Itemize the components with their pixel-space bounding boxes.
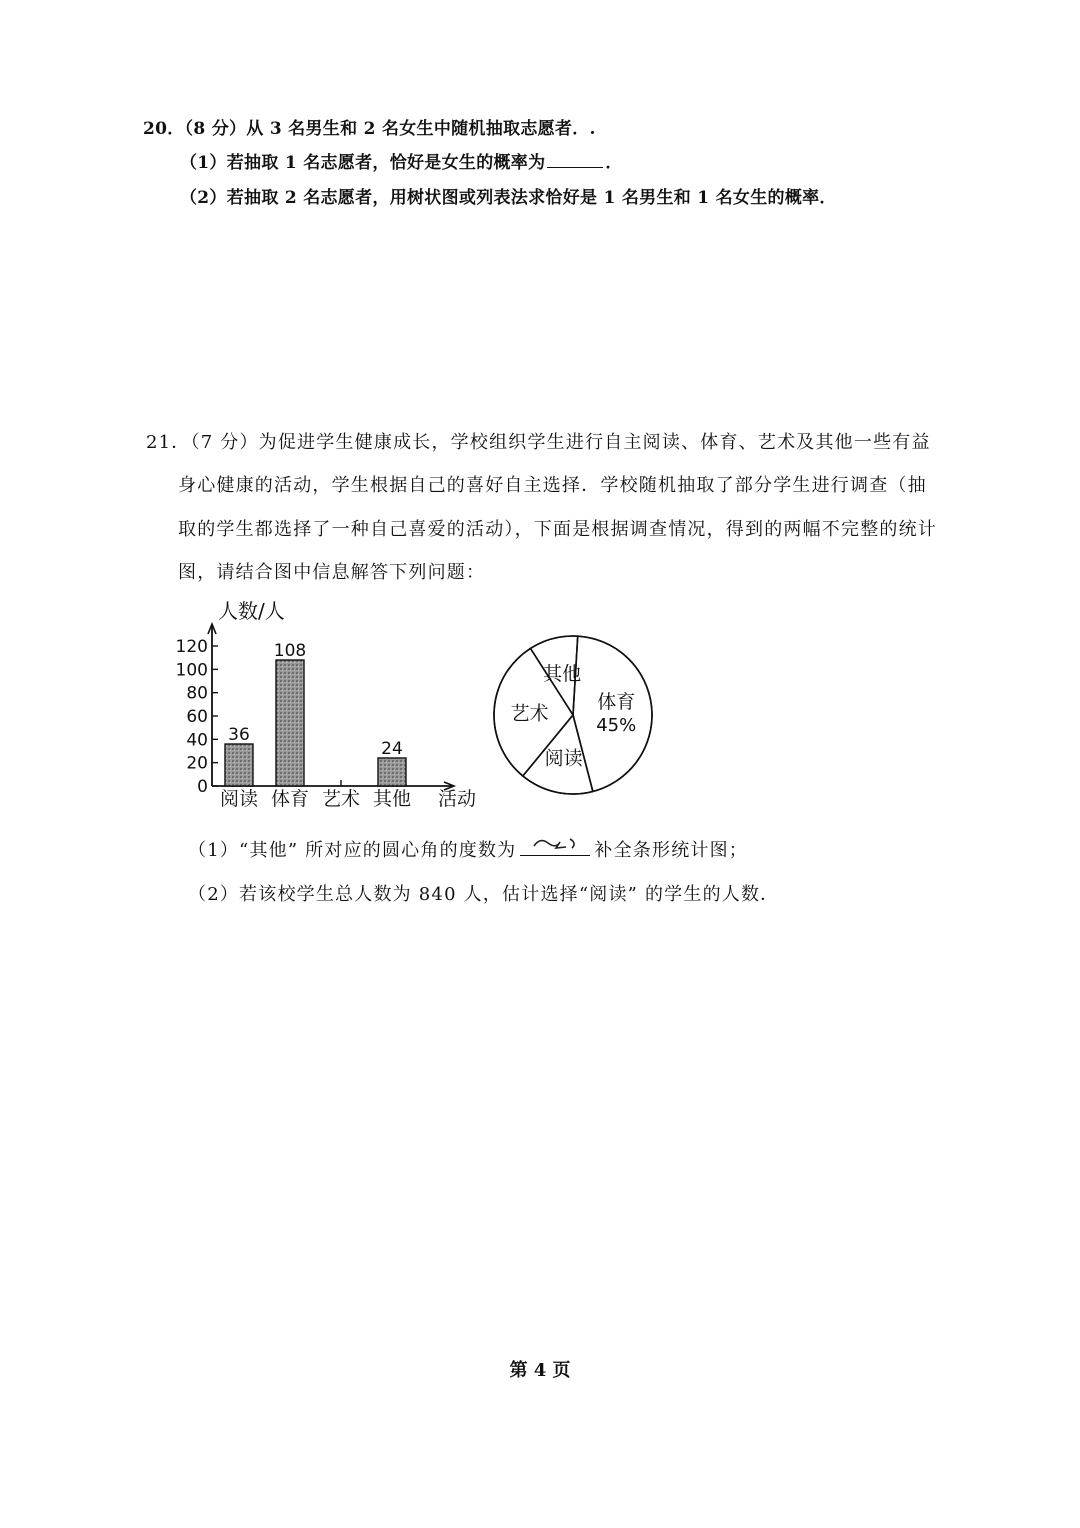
q21-line-3: 取的学生都选择了一种自己喜爱的活动），下面是根据调查情况，得到的两幅不完整的统计 <box>178 519 937 540</box>
q20-part1 <box>180 148 623 173</box>
pie-label: 艺术 <box>510 702 549 725</box>
q20-part2: （2）若抽取 2 名志愿者，用树状图或列表法求恰好是 1 名男生和 1 名女生的概率． <box>180 188 837 208</box>
q21-part1-text: （1）“其他” 所对应的圆心角的度数为 <box>188 840 517 861</box>
bar-ytick-label: 120 <box>175 637 208 657</box>
pie-chart <box>488 630 658 800</box>
pie-label: 体育 <box>597 690 636 713</box>
page-number: 第 4 页 <box>509 1360 571 1381</box>
bar-ytick-label: 20 <box>186 753 208 774</box>
q20-answer-blank[interactable] <box>547 153 603 168</box>
q21-part1 <box>188 836 748 862</box>
bar-category-label: 体育 <box>270 788 310 810</box>
q20-stem: 20．（8 分）从 3 名男生和 2 名女生中随机抽取志愿者．. <box>143 119 596 139</box>
bar-category-label: 其他 <box>372 788 412 810</box>
q21-line-4: 图，请结合图中信息解答下列问题： <box>178 562 486 583</box>
bar-阅读 <box>225 744 253 786</box>
q21-line-2: 身心健康的活动，学生根据自己的喜好自主选择．学校随机抽取了部分学生进行调查（抽 <box>178 475 927 496</box>
bar-xlabel: 活动 <box>438 788 477 810</box>
pie-label: 其他 <box>543 662 582 685</box>
bar-ytick-label: 100 <box>175 660 208 681</box>
bar-chart <box>160 592 490 817</box>
pie-label: 阅读 <box>544 747 583 770</box>
bar-ytick-label: 0 <box>197 777 208 797</box>
bar-体育 <box>276 660 304 786</box>
q21-part2: （2）若该校学生总人数为 840 人，估计选择“阅读” 的学生的人数． <box>188 884 780 905</box>
bar-ytick-label: 80 <box>186 683 208 704</box>
q21-part1-end: 补全条形统计图； <box>594 840 748 861</box>
bar-category-label: 艺术 <box>321 788 361 810</box>
q21-answer-blank[interactable] <box>520 837 590 856</box>
q21-line-1: 21．（7 分）为促进学生健康成长，学校组织学生进行自主阅读、体育、艺术及其他一些有益 <box>146 432 931 453</box>
bar-value-label: 108 <box>273 641 307 661</box>
bar-ylabel: 人数/人 <box>218 599 285 623</box>
q20-part1-text: （1）若抽取 1 名志愿者，恰好是女生的概率为 <box>180 153 546 173</box>
bar-其他 <box>378 758 406 786</box>
pie-value-label: 45% <box>596 714 637 736</box>
bar-value-label: 36 <box>228 725 250 745</box>
handwriting-scribble-icon <box>530 833 582 853</box>
bar-value-label: 24 <box>381 739 403 759</box>
bar-category-label: 阅读 <box>219 788 259 810</box>
bar-ytick-label: 40 <box>186 730 208 751</box>
q20-part1-end: ． <box>605 153 623 173</box>
bar-ytick-label: 60 <box>186 707 208 727</box>
